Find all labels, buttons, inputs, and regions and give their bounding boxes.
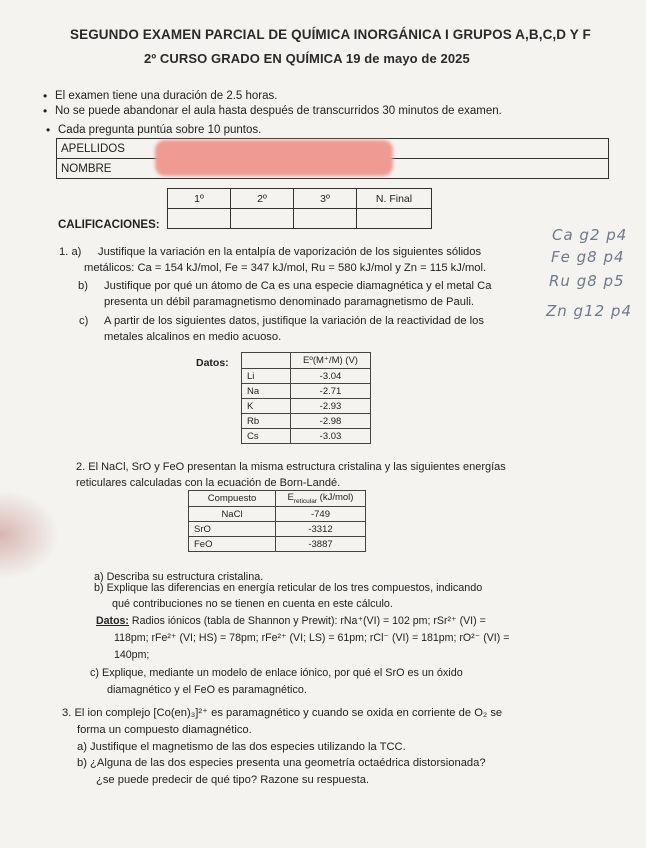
energy-cell: -3312 <box>276 522 366 537</box>
grade-cell-3[interactable] <box>294 209 357 229</box>
q2-line2: reticulares calculadas con la ecuación de Born-Landé. <box>76 477 341 489</box>
potential-cell: -2.98 <box>291 414 371 429</box>
q1b-line2: presenta un débil paramagnetismo denominado paramagnetismo de Pauli. <box>104 296 475 308</box>
grade-header-2: 2º <box>231 189 294 209</box>
q1b-number: b) <box>78 280 88 292</box>
q2c-line2: diamagnético y el FeO es paramagnético. <box>107 684 307 696</box>
q2-datos-label: Datos: <box>96 615 129 627</box>
grade-cell-final[interactable] <box>357 209 432 229</box>
grade-cell-1[interactable] <box>168 209 231 229</box>
compound-cell: NaCl <box>189 507 276 522</box>
table-row <box>189 522 366 537</box>
energy-cell: -3887 <box>276 537 366 552</box>
metal-cell: K <box>242 399 291 414</box>
table-row <box>189 507 366 522</box>
potential-cell: -3.04 <box>291 369 371 384</box>
q1a-number: 1. a) <box>59 246 82 258</box>
name-label: NOMBRE <box>61 162 112 175</box>
redacted-name <box>155 140 393 176</box>
potential-col-header: Eº(M⁺/M) (V) <box>291 353 371 369</box>
energy-col-header <box>276 491 366 507</box>
potential-cell: -3.03 <box>291 429 371 444</box>
metal-cell: Na <box>242 384 291 399</box>
q2a: a) Describa su estructura cristalina. <box>94 571 264 583</box>
thumb-shadow <box>0 490 60 580</box>
table-row <box>242 399 371 414</box>
energy-symbol: E <box>287 492 294 504</box>
energy-cell: -749 <box>276 507 366 522</box>
q2b-line2: qué contribuciones no se tienen en cuenta en este cálculo. <box>112 598 393 610</box>
q2-datos-line3: 140pm; <box>114 649 150 661</box>
potential-cell: -2.71 <box>291 384 371 399</box>
compound-cell: FeO <box>189 537 276 552</box>
q3-line2: forma un compuesto diamagnético. <box>77 724 252 736</box>
q1a-line2: metálicos: Ca = 154 kJ/mol, Fe = 347 kJ/mol, Ru = 580 kJ/mol y Zn = 115 kJ/mol. <box>84 262 487 274</box>
grade-header-3: 3º <box>294 189 357 209</box>
metal-cell: Cs <box>242 429 291 444</box>
energy-subscript: reticular <box>293 497 318 505</box>
handwritten-note-ru: Ru g8 p5 <box>549 272 625 290</box>
handwritten-note-zn: Zn g12 p4 <box>546 302 632 320</box>
energy-unit: (kJ/mol) <box>317 492 354 504</box>
q2c-line1: c) Explique, mediante un modelo de enlace iónico, por qué el SrO es un óxido <box>90 667 463 679</box>
metal-col-header <box>242 353 291 369</box>
q2-datos-text: Radios iónicos (tabla de Shannon y Prewit): rNa⁺(VI) = 102 pm; rSr²⁺ (VI) = <box>128 615 486 627</box>
table-row <box>189 537 366 552</box>
potential-cell: -2.93 <box>291 399 371 414</box>
grades-label: CALIFICACIONES: <box>58 219 160 231</box>
q1-data-label: Datos: <box>196 357 229 369</box>
q2b-line1: b) Explique las diferencias en energía reticular de los tres compuestos, indicando <box>94 582 483 594</box>
instruction-duration: • El examen tiene una duración de 2.5 horas. <box>55 90 277 102</box>
q3b-line1: b) ¿Alguna de las dos especies presenta una geometría octaédrica distorsionada? <box>77 757 486 769</box>
grade-header-1: 1º <box>168 189 231 209</box>
table-row <box>242 414 371 429</box>
q3b-line2: ¿se puede predecir de qué tipo? Razone su respuesta. <box>96 774 370 786</box>
q2-datos-line1 <box>96 614 486 629</box>
exam-title: SEGUNDO EXAMEN PARCIAL DE QUÍMICA INORGÁNICA I GRUPOS A,B,C,D Y F <box>70 27 591 42</box>
q3a: a) Justifique el magnetismo de las dos especies utilizando la TCC. <box>77 741 406 753</box>
instruction-points: • Cada pregunta puntúa sobre 10 puntos. <box>58 124 261 136</box>
q2-line1: 2. El NaCl, SrO y FeO presentan la misma estructura cristalina y las siguientes energías <box>76 461 506 473</box>
table-row <box>242 369 371 384</box>
q1c-number: c) <box>79 315 89 327</box>
q1c-line2: metales alcalinos en medio acuoso. <box>104 331 282 343</box>
q2-datos-line2: 118pm; rFe²⁺ (VI; HS) = 78pm; rFe²⁺ (VI; LS) = 61pm; rCl⁻ (VI) = 181pm; rO²⁻ (VI) = <box>114 632 510 644</box>
grade-header-final: N. Final <box>357 189 432 209</box>
compound-col-header: Compuesto <box>189 491 276 507</box>
exam-subtitle: 2º CURSO GRADO EN QUÍMICA 19 de mayo de 2025 <box>144 51 470 66</box>
compound-cell: SrO <box>189 522 276 537</box>
metal-cell: Rb <box>242 414 291 429</box>
lattice-energy-table <box>188 490 366 552</box>
grade-cell-2[interactable] <box>231 209 294 229</box>
table-row <box>242 429 371 444</box>
grades-table <box>167 188 432 229</box>
q1a-line1: Justifique la variación en la entalpía de vaporización de los siguientes sólidos <box>98 246 482 258</box>
instruction-leave: • No se puede abandonar el aula hasta después de transcurridos 30 minutos de examen. <box>55 105 502 117</box>
metal-cell: Li <box>242 369 291 384</box>
reduction-potential-table <box>241 352 371 444</box>
handwritten-note-ca: Ca g2 p4 <box>552 226 628 244</box>
surname-label: APELLIDOS <box>61 142 125 155</box>
table-row <box>242 384 371 399</box>
q3-line1: 3. El ion complejo [Co(en)₃]²⁺ es paramagnético y cuando se oxida en corriente de O₂ se <box>62 707 503 719</box>
q1b-line1: Justifique por qué un átomo de Ca es una especie diamagnética y el metal Ca <box>104 280 492 292</box>
handwritten-note-fe: Fe g8 p4 <box>551 248 625 266</box>
q1c-line1: A partir de los siguientes datos, justifique la variación de la reactividad de los <box>104 315 484 327</box>
